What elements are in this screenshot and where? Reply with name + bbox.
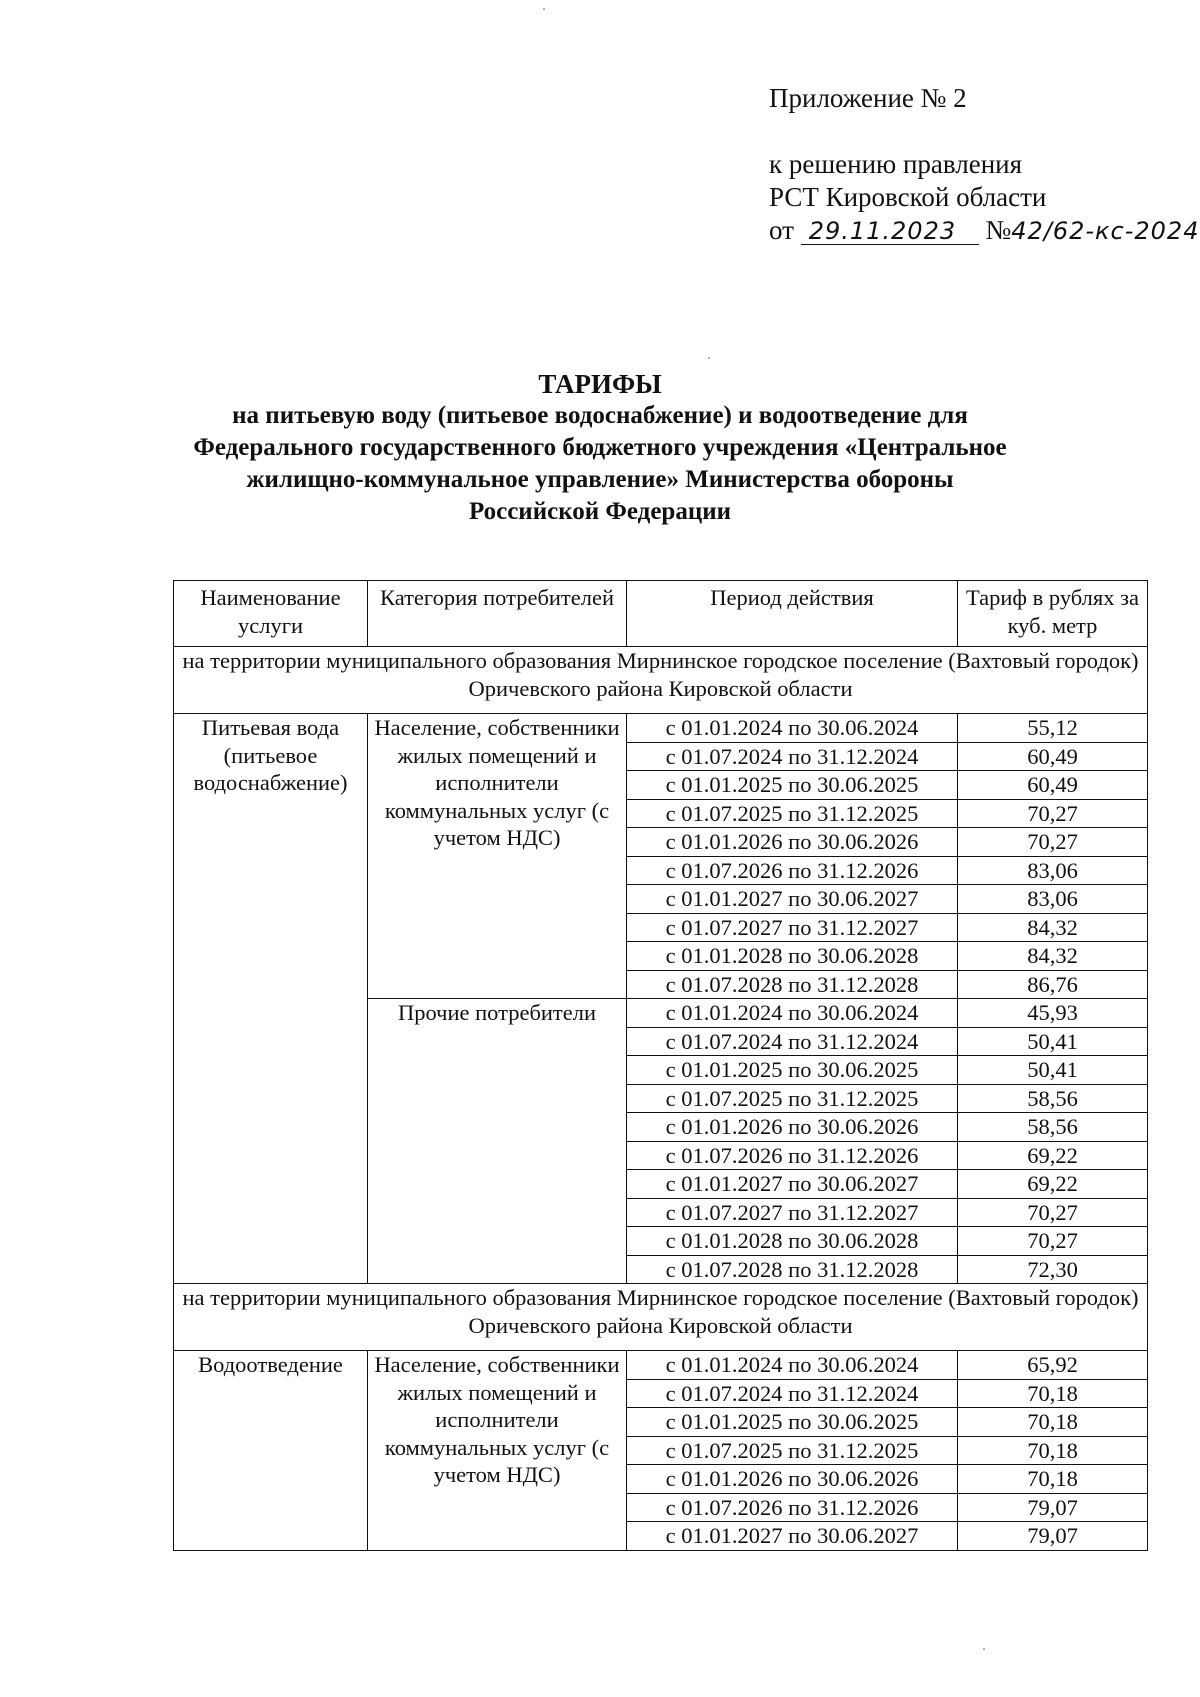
table-header-row <box>174 581 1148 647</box>
tariff-rate: 70,18 <box>958 1465 1148 1494</box>
consumer-category: Прочие потребители <box>368 999 627 1284</box>
validity-period: с 01.01.2024 по 30.06.2024 <box>627 714 958 743</box>
validity-period: с 01.01.2026 по 30.06.2026 <box>627 1465 958 1494</box>
tariff-rate: 58,56 <box>958 1084 1148 1113</box>
validity-period: с 01.07.2024 по 31.12.2024 <box>627 1027 958 1056</box>
validity-period: с 01.01.2025 по 30.06.2025 <box>627 1056 958 1085</box>
tariff-rate: 60,49 <box>958 771 1148 800</box>
tariff-rate: 86,76 <box>958 970 1148 999</box>
validity-period: с 01.01.2024 по 30.06.2024 <box>627 1351 958 1380</box>
validity-period: с 01.07.2027 по 31.12.2027 <box>627 1198 958 1227</box>
title-line-4: Российской Федерации <box>468 498 732 525</box>
title-main: ТАРИФЫ <box>538 369 662 399</box>
service-name: Питьевая вода (питьевое водоснабжение) <box>174 714 368 1284</box>
tariff-rate: 79,07 <box>958 1522 1148 1551</box>
tariff-rate: 70,27 <box>958 828 1148 857</box>
title-line-3: жилищно-коммунальное управление» Министерства обороны <box>246 466 954 493</box>
tariff-rate: 55,12 <box>958 714 1148 743</box>
tariffs-body <box>174 647 1148 1551</box>
tariff-rate: 58,56 <box>958 1113 1148 1142</box>
tariff-rate: 50,41 <box>958 1027 1148 1056</box>
header-category: Категория потребителей <box>368 581 627 647</box>
validity-period: с 01.01.2028 по 30.06.2028 <box>627 942 958 971</box>
area-row <box>174 1284 1148 1351</box>
validity-period: с 01.01.2026 по 30.06.2026 <box>627 1113 958 1142</box>
validity-period: с 01.07.2025 по 31.12.2025 <box>627 1084 958 1113</box>
appendix-decision: к решению правления <box>769 149 1023 179</box>
tariff-rate: 70,18 <box>958 1379 1148 1408</box>
validity-period: с 01.01.2027 по 30.06.2027 <box>627 885 958 914</box>
validity-period: с 01.07.2025 по 31.12.2025 <box>627 1436 958 1465</box>
number-prefix: № <box>985 215 1012 245</box>
tariff-rate: 70,27 <box>958 1198 1148 1227</box>
validity-period: с 01.01.2025 по 30.06.2025 <box>627 1408 958 1437</box>
validity-period: с 01.01.2027 по 30.06.2027 <box>627 1170 958 1199</box>
header-rate: Тариф в рублях за куб. метр <box>958 581 1148 647</box>
header-period: Период действия <box>627 581 958 647</box>
validity-period: с 01.01.2025 по 30.06.2025 <box>627 771 958 800</box>
area-caption: на территории муниципального образования Мирнинское городское поселение (Вахтовый городок) Оричевского района Кировской области <box>174 1284 1148 1351</box>
consumer-category: Население, собственники жилых помещений и исполнители коммунальных услуг (с учетом НДС) <box>368 1351 627 1551</box>
tariff-rate: 70,18 <box>958 1408 1148 1437</box>
scan-speck <box>543 8 545 10</box>
validity-period: с 01.01.2028 по 30.06.2028 <box>627 1227 958 1256</box>
service-name: Водоотведение <box>174 1351 368 1551</box>
validity-period: с 01.01.2024 по 30.06.2024 <box>627 999 958 1028</box>
tariff-rate: 70,18 <box>958 1436 1148 1465</box>
header-service: Наименование услуги <box>174 581 368 647</box>
tariff-rate: 70,27 <box>958 799 1148 828</box>
validity-period: с 01.07.2027 по 31.12.2027 <box>627 913 958 942</box>
tariff-rate: 79,07 <box>958 1493 1148 1522</box>
from-prefix: от <box>769 215 794 245</box>
table-row <box>174 714 1148 743</box>
validity-period: с 01.07.2026 по 31.12.2026 <box>627 856 958 885</box>
validity-period: с 01.07.2026 по 31.12.2026 <box>627 1141 958 1170</box>
scan-speck <box>983 1648 985 1650</box>
table-row <box>174 1351 1148 1380</box>
appendix-title: Приложение № 2 <box>769 83 967 113</box>
validity-period: с 01.01.2026 по 30.06.2026 <box>627 828 958 857</box>
area-row <box>174 647 1148 714</box>
tariff-rate: 60,49 <box>958 742 1148 771</box>
tariff-rate: 69,22 <box>958 1170 1148 1199</box>
consumer-category: Население, собственники жилых помещений и исполнители коммунальных услуг (с учетом НДС) <box>368 714 627 999</box>
tariff-rate: 84,32 <box>958 913 1148 942</box>
validity-period: с 01.07.2028 по 31.12.2028 <box>627 970 958 999</box>
title-line-2: Федерального государственного бюджетного учреждения «Центральное <box>193 434 1007 461</box>
tariff-rate: 84,32 <box>958 942 1148 971</box>
handwritten-date: 29.11.2023 <box>801 218 979 245</box>
validity-period: с 01.07.2025 по 31.12.2025 <box>627 799 958 828</box>
tariff-rate: 72,30 <box>958 1255 1148 1284</box>
title-line-1: на питьевую воду (питьевое водоснабжение) и водоотведение для <box>232 402 968 429</box>
tariff-rate: 45,93 <box>958 999 1148 1028</box>
validity-period: с 01.07.2024 по 31.12.2024 <box>627 742 958 771</box>
tariff-rate: 50,41 <box>958 1056 1148 1085</box>
appendix-block <box>769 82 1199 248</box>
validity-period: с 01.01.2027 по 30.06.2027 <box>627 1522 958 1551</box>
tariff-rate: 65,92 <box>958 1351 1148 1380</box>
appendix-authority: РСТ Кировской области <box>769 182 1047 212</box>
appendix-date-line <box>769 214 1199 248</box>
scan-speck <box>708 357 710 359</box>
validity-period: с 01.07.2026 по 31.12.2026 <box>627 1493 958 1522</box>
document-title <box>100 368 1100 528</box>
tariff-rate: 83,06 <box>958 856 1148 885</box>
tariffs-table <box>173 580 1148 1551</box>
validity-period: с 01.07.2028 по 31.12.2028 <box>627 1255 958 1284</box>
area-caption: на территории муниципального образования Мирнинское городское поселение (Вахтовый городок) Оричевского района Кировской области <box>174 647 1148 714</box>
tariff-rate: 83,06 <box>958 885 1148 914</box>
tariff-rate: 69,22 <box>958 1141 1148 1170</box>
validity-period: с 01.07.2024 по 31.12.2024 <box>627 1379 958 1408</box>
tariff-rate: 70,27 <box>958 1227 1148 1256</box>
handwritten-number: 42/62-кс-2024 <box>1011 217 1200 245</box>
